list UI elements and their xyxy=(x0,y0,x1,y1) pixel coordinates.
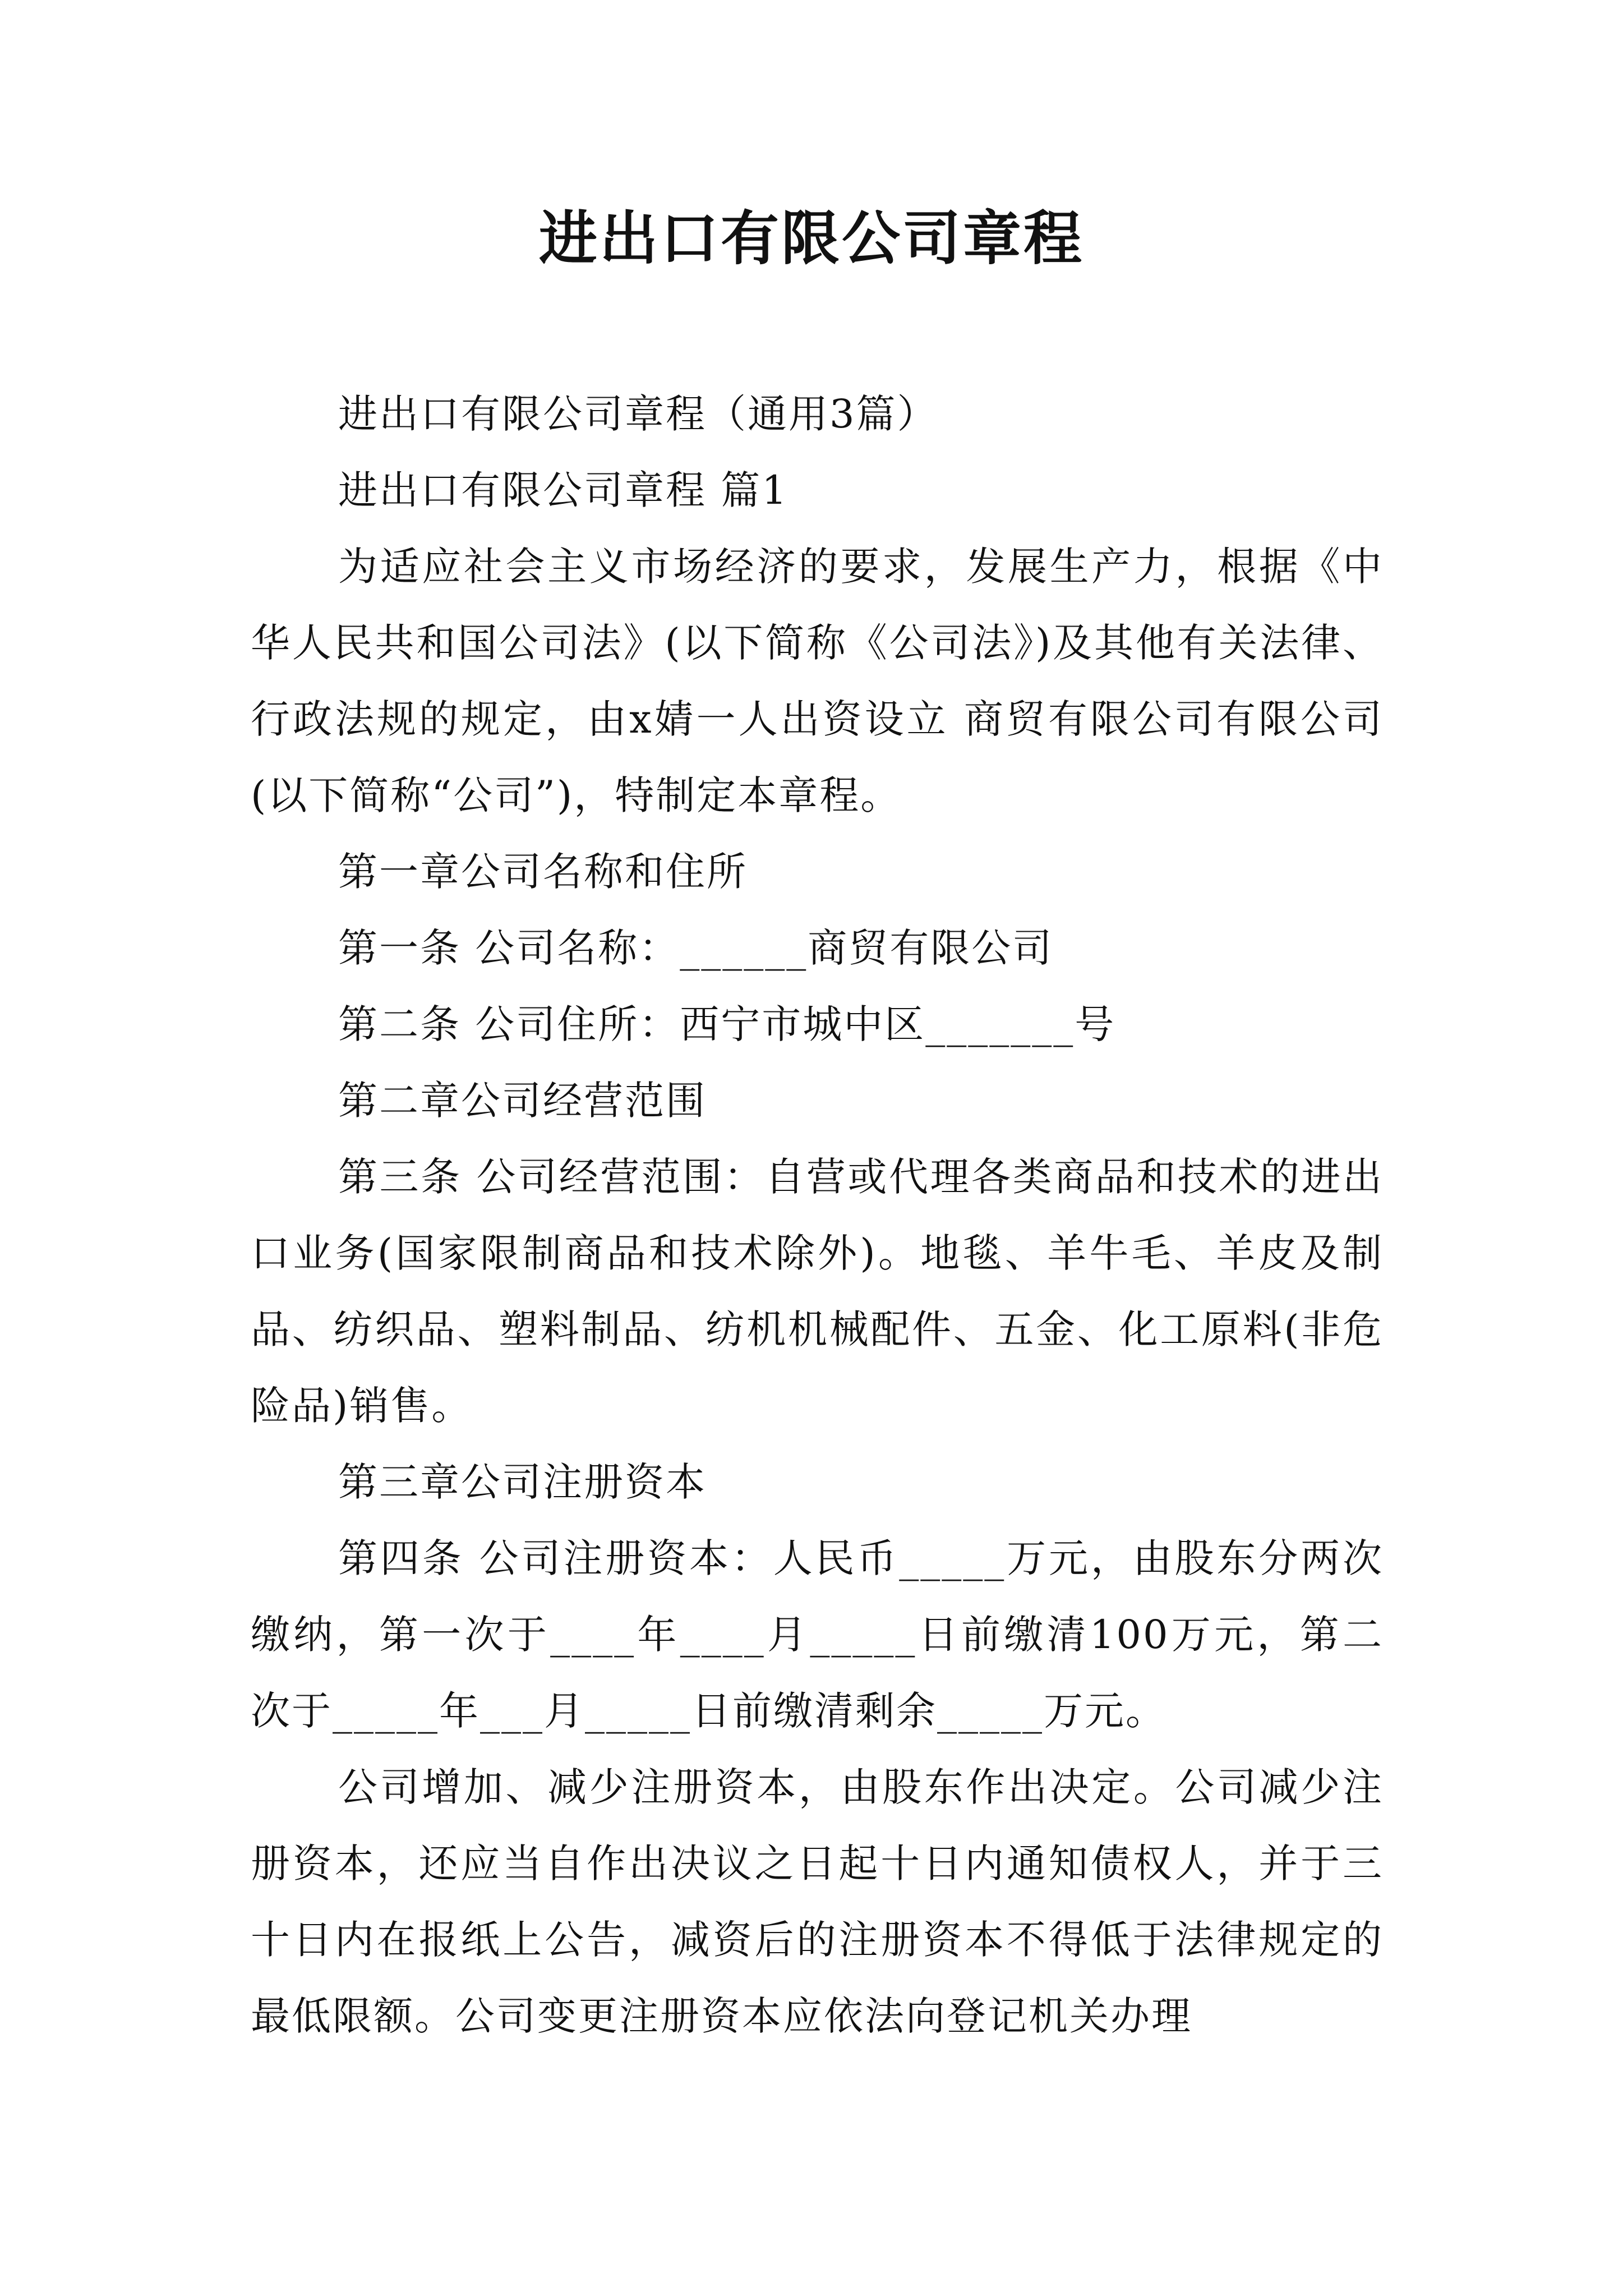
article-paragraph: 第二条 公司住所：西宁市城中区_______号 xyxy=(338,1001,1116,1047)
chapter-heading: 第三章公司注册资本 xyxy=(338,1459,707,1505)
paragraph-preamble: 为适应社会主义市场经济的要求，发展生产力，根据《中华人民共和国公司法》(以下简称《公司法》)及其他有关法律、行政法规的规定，由x婧一人出资设立 商贸有限公司有限公司(以下简称“公司”)，特制定本章程。 xyxy=(251,544,1384,818)
article-paragraph: 第三条 公司经营范围：自营或代理各类商品和技术的进出口业务(国家限制商品和技术除外)。地毯、羊牛毛、羊皮及制品、纺织品、塑料制品、纺机机械配件、五金、化工原料(非危险品)销售。 xyxy=(251,1154,1384,1429)
document-title: 进出口有限公司章程 xyxy=(538,204,1084,273)
article-paragraph: 第四条 公司注册资本：人民币_____万元，由股东分两次缴纳，第一次于____年____月_____日前缴清100万元，第二次于_____年___月_____日前缴清剩余_____万元。 xyxy=(251,1535,1384,1734)
chapter-heading: 第二章公司经营范围 xyxy=(338,1078,707,1124)
paragraph-subtitle: 进出口有限公司章程（通用3篇） xyxy=(338,391,938,437)
paragraph-part-heading: 进出口有限公司章程 篇1 xyxy=(338,467,789,513)
document-body xyxy=(251,376,1384,2054)
body-paragraph: 公司增加、减少注册资本，由股东作出决定。公司减少注册资本，还应当自作出决议之日起十日内通知债权人，并于三十日内在报纸上公告，减资后的注册资本不得低于法律规定的最低限额。公司变更注册资本应依法向登记机关办理 xyxy=(251,1764,1384,2039)
article-paragraph: 第一条 公司名称：______商贸有限公司 xyxy=(338,925,1054,971)
chapter-heading: 第一章公司名称和住所 xyxy=(338,849,748,895)
